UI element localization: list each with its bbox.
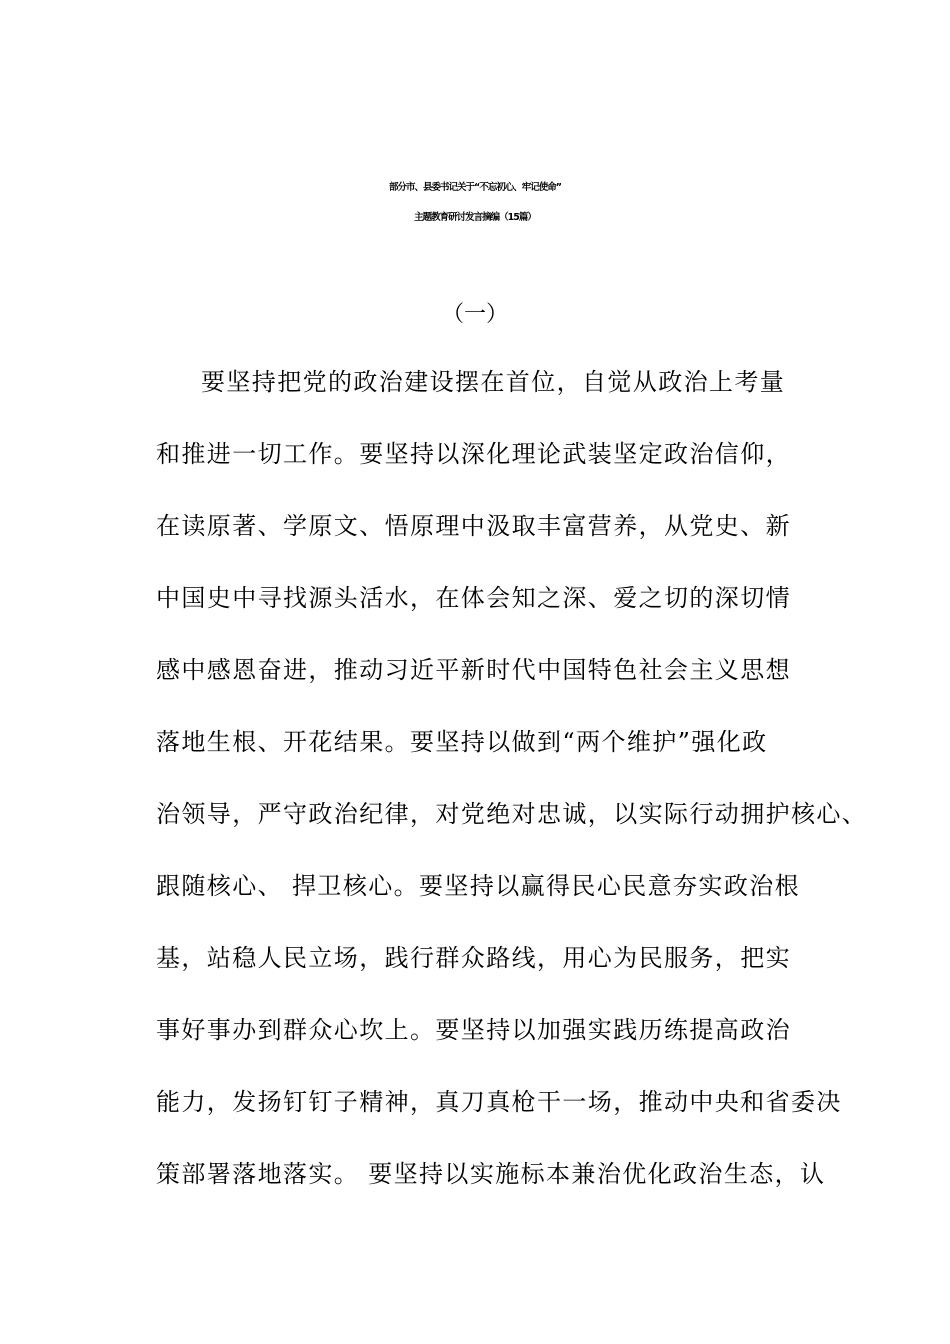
- body-line: 基，站稳人民立场，践行群众路线，用心为民服务，把实: [156, 944, 791, 972]
- document-title-line-1: 部分市、县委书记关于“不忘初心、牢记使命”: [389, 182, 561, 193]
- body-line: 事好事办到群众心坎上。要坚持以加强实践历练提高政治: [156, 1016, 791, 1044]
- body-line: 跟随核心、 捍卫核心。要坚持以赢得民心民意夯实政治根: [156, 872, 801, 900]
- document-title-line-2: 主题教育研讨发言摘编（15篇）: [414, 212, 536, 223]
- body-line: 在读原著、学原文、悟原理中汲取丰富营养，从党史、新: [156, 512, 791, 540]
- body-line: 能力，发扬钉钉子精神，真刀真枪干一场，推动中央和省委决: [156, 1088, 842, 1116]
- body-line: 治领导，严守政治纪律，对党绝对忠诚，以实际行动拥护核心、: [156, 800, 868, 828]
- body-line: 要坚持把党的政治建设摆在首位，自觉从政治上考量: [201, 368, 786, 396]
- section-label: （一）: [441, 302, 508, 327]
- body-line: 策部署落地落实。 要坚持以实施标本兼治优化政治生态，认: [156, 1160, 826, 1188]
- body-line: 和推进一切工作。要坚持以深化理论武装坚定政治信仰，: [156, 440, 791, 468]
- body-line: 感中感恩奋进，推动习近平新时代中国特色社会主义思想: [156, 656, 791, 684]
- body-line: 落地生根、开花结果。要坚持以做到“两个维护”强化政: [156, 728, 768, 756]
- body-line: 中国史中寻找源头活水，在体会知之深、爱之切的深切情: [156, 584, 791, 612]
